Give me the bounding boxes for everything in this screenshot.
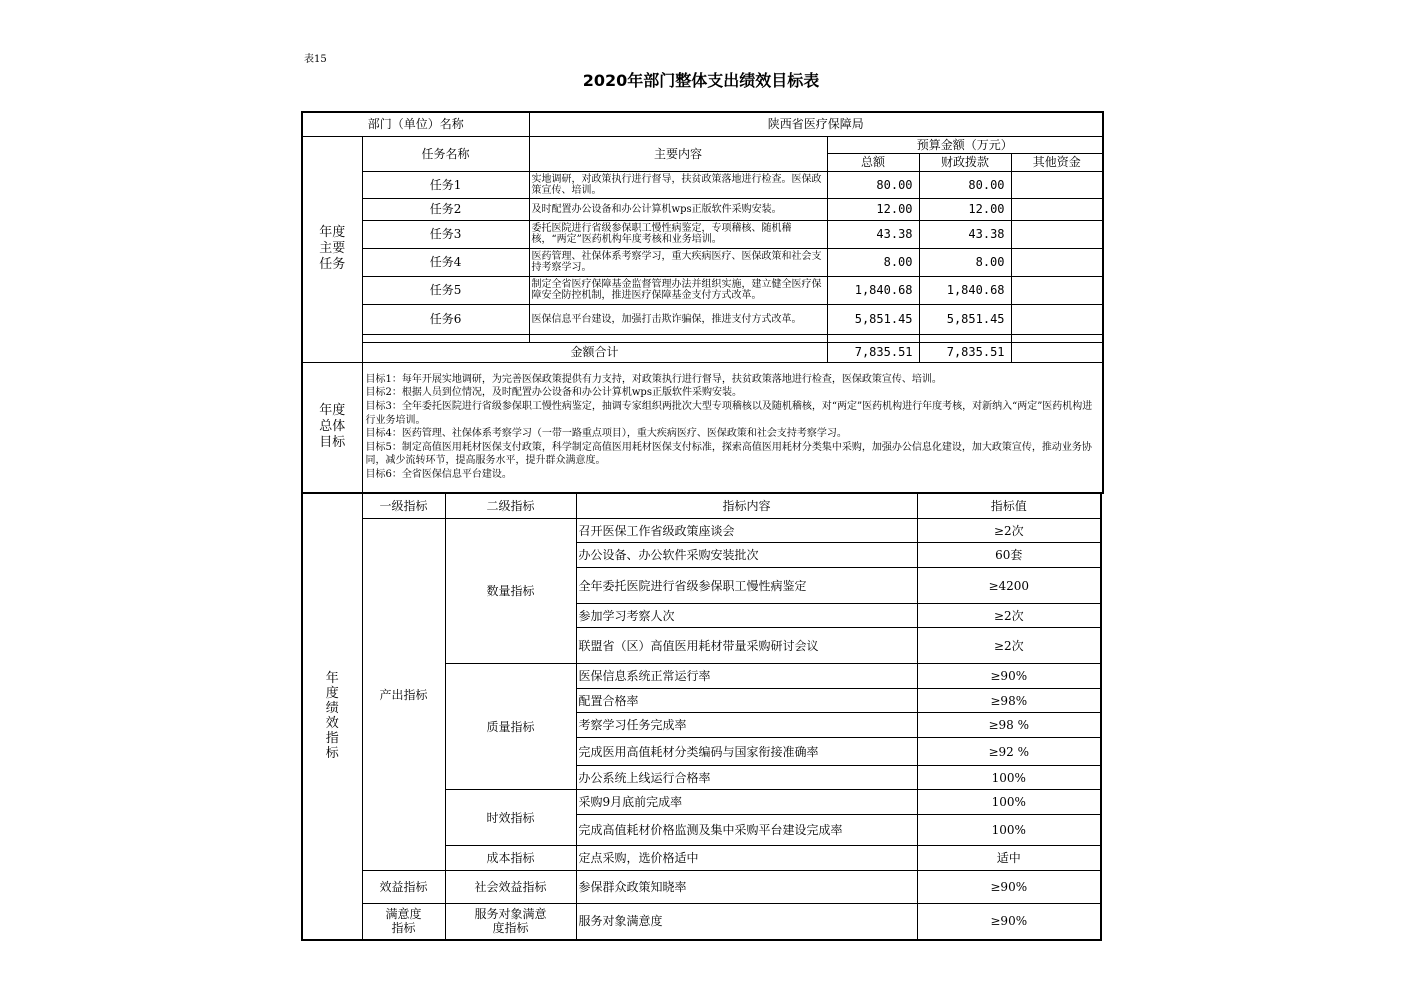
table-number: 表15 (304, 54, 327, 65)
indicator-row: 效益指标 社会效益指标 参保群众政策知晓率 ≥90% (302, 871, 1101, 904)
annual-goals: 目标1：每年开展实地调研，为完善医保政策提供有力支持，对政策执行进行督导，扶贫政策落地进行检查，医保政策宣传、培训。 目标2：根据人员到位情况，及时配置办公设备和办公计算机wps正版软件采购安装。 目标3：全年委托医院进行省级参保职工慢性病鉴定，抽调专家组织两批次大型专项稽核以及随机稽核，对“两定”医药机构进行年度考核，对新纳入“两定”医药机构进行业务培训。 目标4：医药管理、社保体系考察学习（一带一路重点项目），重大疾病医疗、医保政策和社会支持考察学习。 目标5：制定高值医用耗材医保支付政策，科学制定高值医用耗材医保支付标准，探索高值医用耗材分类集中采购，加强办公信息化建设，加大政策宣传，推动业务协同，减少流转环节，提高服务水平，提升群众满意度。 目标6：全省医保信息平台建设。 (362, 362, 1103, 493)
col-main-content: 主要内容 (529, 136, 827, 171)
task-row: 任务2 及时配置办公设备和办公计算机wps正版软件采购安装。 12.00 12.00 (302, 198, 1103, 220)
task-row: 任务5 制定全省医疗保障基金监督管理办法并组织实施，建立健全医疗保障安全防控机制，推进医疗保障基金支付方式改革。 1,840.68 1,840.68 (302, 276, 1103, 304)
satisfaction-indicator: 满意度指标 (362, 904, 445, 940)
indicator-row: 办公设备、办公软件采购安装批次 60套 (302, 543, 1101, 568)
indicator-row: 质量指标 医保信息系统正常运行率 ≥90% (302, 664, 1101, 689)
indicator-row: 满意度指标 服务对象满意度指标 服务对象满意度 ≥90% (302, 904, 1101, 940)
dept-value: 陕西省医疗保障局 (529, 112, 1103, 136)
indicator-row: 成本指标 定点采购，选价格适中 适中 (302, 846, 1101, 871)
indicator-row: 产出指标 数量指标 召开医保工作省级政策座谈会 ≥2次 (302, 519, 1101, 543)
col-indicator-content: 指标内容 (576, 494, 917, 519)
task-row: 任务4 医药管理、社保体系考察学习，重大疾病医疗、医保政策和社会支持考察学习。 8.00 8.00 (302, 248, 1103, 276)
indicator-row: 配置合格率 ≥98% (302, 689, 1101, 713)
dept-label: 部门（单位）名称 (302, 112, 529, 136)
col-indicator-value: 指标值 (917, 494, 1101, 519)
col-task-name: 任务名称 (362, 136, 529, 171)
budget-table (301, 111, 1104, 494)
col-level2: 二级指标 (445, 494, 576, 519)
task-row: 任务6 医保信息平台建设，加强打击欺诈骗保，推进支付方式改革。 5,851.45 5,851.45 (302, 304, 1103, 334)
task-row: 任务3 委托医院进行省级参保职工慢性病鉴定，专项稽核、随机稽核，“两定”医药机构年度考核和业务培训。 43.38 43.38 (302, 220, 1103, 248)
indicator-row: 时效指标 采购9月底前完成率 100% (302, 790, 1101, 815)
task-row: 任务1 实地调研，对政策执行进行督导，扶贫政策落地进行检查。医保政策宣传、培训。 80.00 80.00 (302, 171, 1103, 198)
cost-indicator: 成本指标 (445, 846, 576, 871)
indicators-section-label: 年 度 绩 效 指 标 (302, 494, 362, 940)
col-budget: 预算金额（万元） (827, 136, 1103, 153)
indicator-row: 完成高值耗材价格监测及集中采购平台建设完成率 100% (302, 815, 1101, 846)
timeliness-indicator: 时效指标 (445, 790, 576, 846)
quantity-indicator: 数量指标 (445, 519, 576, 664)
benefit-indicator: 效益指标 (362, 871, 445, 904)
col-fiscal: 财政拨款 (919, 153, 1011, 171)
indicator-row: 联盟省（区）高值医用耗材带量采购研讨会议 ≥2次 (302, 628, 1101, 664)
indicator-row: 考察学习任务完成率 ≥98 % (302, 713, 1101, 738)
sum-row: 金额合计 7,835.51 7,835.51 (302, 342, 1103, 362)
indicator-row: 参加学习考察人次 ≥2次 (302, 604, 1101, 628)
col-total: 总额 (827, 153, 919, 171)
social-benefit-indicator: 社会效益指标 (445, 871, 576, 904)
output-indicator: 产出指标 (362, 519, 445, 871)
service-satisfaction-indicator: 服务对象满意度指标 (445, 904, 576, 940)
quality-indicator: 质量指标 (445, 664, 576, 790)
tasks-section-label: 年度 主要 任务 (302, 136, 362, 362)
page-title: 2020年部门整体支出绩效目标表 (582, 71, 820, 90)
col-other: 其他资金 (1011, 153, 1103, 171)
indicator-table (301, 493, 1102, 941)
goals-section-label: 年度 总体 目标 (302, 362, 362, 493)
indicator-row: 全年委托医院进行省级参保职工慢性病鉴定 ≥4200 (302, 568, 1101, 604)
indicator-row: 完成医用高值耗材分类编码与国家衔接准确率 ≥92 % (302, 738, 1101, 766)
col-level1: 一级指标 (362, 494, 445, 519)
indicator-row: 办公系统上线运行合格率 100% (302, 766, 1101, 790)
